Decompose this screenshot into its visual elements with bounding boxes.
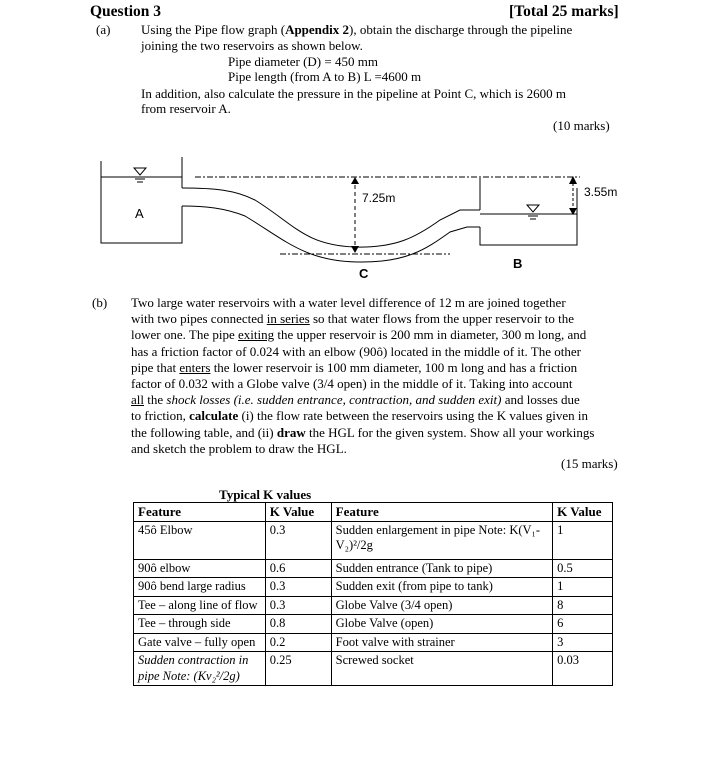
label-reservoir-b: B	[513, 256, 523, 271]
table-cell: 0.3	[265, 578, 331, 597]
table-cell: 8	[553, 596, 613, 615]
table-cell: Tee – along line of flow	[134, 596, 266, 615]
table-cell: 6	[553, 615, 613, 634]
table-cell: Gate valve – fully open	[134, 633, 266, 652]
label-point-c: C	[359, 266, 369, 281]
table-cell: Globe Valve (3/4 open)	[331, 596, 552, 615]
total-marks: [Total 25 marks]	[509, 3, 619, 20]
table-cell: 0.6	[265, 559, 331, 578]
pipe-top	[182, 188, 480, 247]
label-reservoir-a: A	[135, 206, 144, 221]
pipe-length: Pipe length (from A to B) L =4600 m	[228, 69, 422, 84]
table-cell: Tee – through side	[134, 615, 266, 634]
part-b-label: (b)	[92, 295, 108, 310]
table-cell: 90ô bend large radius	[134, 578, 266, 597]
table-title: Typical K values	[219, 487, 312, 502]
water-level-symbol-a	[134, 168, 146, 182]
table-row	[134, 521, 613, 559]
table-cell: Sudden entrance (Tank to pipe)	[331, 559, 552, 578]
table-cell: Globe Valve (open)	[331, 615, 552, 634]
table-row	[134, 578, 613, 597]
table-row	[134, 652, 613, 686]
table-cell: 0.2	[265, 633, 331, 652]
table-cell: Screwed socket	[331, 652, 552, 686]
part-b-paragraph: Two large water reservoirs with a water level difference of 12 m are joined together with two pipes connected in series so that water flows from the upper reservoir to the lower one. The pipe exiting the upper reservoir is 200 mm in diameter, 300 m long, and has a friction factor of 0.024 with an elbow (90ô) located in the middle of it. The other pipe that enters the lower reservoir is 100 mm diameter, 100 m long and has a friction factor of 0.032 with a Globe valve (3/4 open) in the middle of it. Taking into account all the shock losses (i.e. sudden entrance, contraction, and sudden exit) and losses due to friction, calculate (i) the flow rate between the reservoirs using the K values given in the following table, and (ii) draw the HGL for the given system. Show all your workings and sketch the problem to draw the HGL.	[131, 295, 595, 456]
k-values-table	[133, 502, 613, 686]
part-a-line1: Using the Pipe flow graph (Appendix 2), obtain the discharge through the pipeline	[141, 22, 573, 37]
table-cell: 0.25	[265, 652, 331, 686]
dim-725-arrow-bottom	[351, 246, 359, 253]
dim-725-arrow-top	[351, 177, 359, 184]
part-a-line2: joining the two reservoirs as shown below.	[141, 38, 363, 53]
table-cell: 45ô Elbow	[134, 521, 266, 559]
table-cell: 0.5	[553, 559, 613, 578]
table-cell: 0.03	[553, 652, 613, 686]
table-row	[134, 596, 613, 615]
water-level-symbol-b	[527, 205, 539, 219]
table-cell: Sudden enlargement in pipe Note: K(V₁-V₂)²/2g	[331, 521, 552, 559]
table-cell: Sudden exit (from pipe to tank)	[331, 578, 552, 597]
table-cell: 0.3	[265, 596, 331, 615]
table-header-row	[134, 503, 613, 522]
part-a-line3: In addition, also calculate the pressure in the pipeline at Point C, which is 2600 m	[141, 86, 566, 101]
table-cell: 90ô elbow	[134, 559, 266, 578]
table-row	[134, 633, 613, 652]
part-a-line4: from reservoir A.	[141, 101, 231, 116]
table-header: Feature	[331, 503, 552, 522]
table-cell: 1	[553, 521, 613, 559]
part-a-label: (a)	[96, 22, 111, 37]
reservoir-diagram	[95, 150, 635, 285]
table-cell: Sudden contraction in pipe Note: (Kv₂²/2g)	[134, 652, 266, 686]
part-a-marks: (10 marks)	[553, 118, 610, 133]
table-header: K Value	[553, 503, 613, 522]
table-row	[134, 615, 613, 634]
table-cell: 0.8	[265, 615, 331, 634]
table-cell: 3	[553, 633, 613, 652]
pipe-diameter: Pipe diameter (D) = 450 mm	[228, 54, 378, 69]
table-cell: 0.3	[265, 521, 331, 559]
dim-725-label: 7.25m	[362, 191, 396, 205]
table-header: Feature	[134, 503, 266, 522]
question-title: Question 3	[90, 3, 162, 20]
dim-355-label: 3.55m	[584, 185, 618, 199]
table-row	[134, 559, 613, 578]
table-header: K Value	[265, 503, 331, 522]
part-b-marks: (15 marks)	[561, 456, 618, 471]
table-cell: Foot valve with strainer	[331, 633, 552, 652]
table-cell: 1	[553, 578, 613, 597]
